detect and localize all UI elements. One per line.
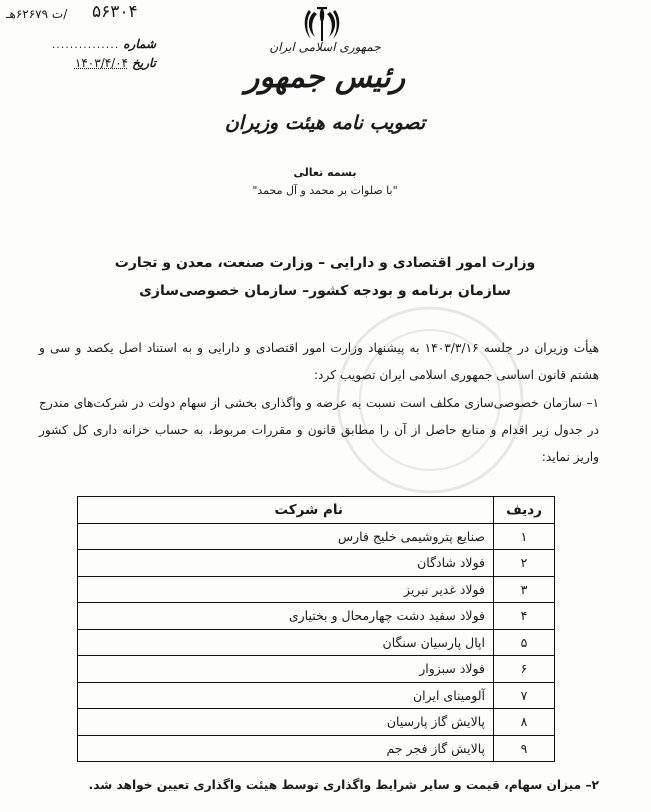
salawat: "با صلوات بر محمد و آل محمد"	[252, 184, 398, 197]
bismillah: بسمه تعالی	[293, 166, 357, 179]
row-company-name: صنایع پتروشیمی خلیج فارس	[78, 523, 494, 550]
table-row	[78, 656, 555, 683]
header-index: ردیف	[494, 497, 555, 524]
number-dots: ...............	[51, 38, 120, 51]
date-value: ۱۴۰۳/۴/۰۴	[74, 56, 129, 70]
row-index: ۲	[494, 550, 555, 577]
table-row	[78, 523, 555, 550]
table-row	[78, 709, 555, 736]
table-row	[78, 629, 555, 656]
row-index: ۹	[494, 735, 555, 762]
row-index: ۳	[494, 576, 555, 603]
table-row	[78, 576, 555, 603]
row-company-name: فولاد سفید دشت چهارمحال و بختیاری	[78, 603, 494, 630]
row-index: ۱	[494, 523, 555, 550]
table-row	[78, 550, 555, 577]
header-title: رئیس جمهور	[244, 60, 406, 95]
row-index: ۸	[494, 709, 555, 736]
row-company-name: آلومینای ایران	[78, 682, 494, 709]
iran-emblem-icon	[302, 4, 342, 44]
row-company-name: پالایش گاز فجر جم	[78, 735, 494, 762]
row-company-name: اپال پارسیان سنگان	[78, 629, 494, 656]
file-code: /ت ۶۲۶۷۹هـ	[6, 7, 68, 21]
row-index: ۷	[494, 682, 555, 709]
table-header-row	[78, 497, 555, 524]
row-company-name: فولاد شادگان	[78, 550, 494, 577]
reference-block	[6, 4, 156, 75]
body-paragraph-2: ۱– سازمان خصوصی‌سازی مکلف است نسبت به عرضه و واگذاری بخشی از سهام دولت در شرکت‌های مندرج در جدول زیر اقدام و منابع حاصل از آن را مطابق قانون و مقررات مربوط، به حساب خزانه داری کل کشور واریز نماید:	[39, 396, 599, 464]
row-company-name: پالایش گاز پارسیان	[78, 709, 494, 736]
body-paragraph-1: هیأت وزیران در جلسه ۱۴۰۳/۳/۱۶ به پیشنهاد وزارت امور اقتصادی و دارایی و به استناد اصل یکصد و سی و هشتم قانون اساسی جمهوری اسلامی ایران تصویب کرد:	[39, 341, 599, 382]
row-company-name: فولاد سبزوار	[78, 656, 494, 683]
row-index: ۶	[494, 656, 555, 683]
row-index: ۴	[494, 603, 555, 630]
header-name: نام شرکت	[78, 497, 494, 524]
header-country: جمهوری اسلامی ایران	[269, 40, 381, 54]
body-paragraph-3: ۲– میزان سهام، قیمت و سایر شرایط واگذاری توسط هیئت واگذاری تعیین خواهد شد.	[88, 778, 599, 792]
number-label: شماره	[123, 37, 156, 51]
companies-table	[77, 496, 555, 762]
document-number: ۵۶۳۰۴	[92, 2, 138, 22]
table-row	[78, 682, 555, 709]
row-company-name: فولاد غدیر نیریز	[78, 576, 494, 603]
addressee-line-1: وزارت امور اقتصادی و دارایی – وزارت صنعت، معدن و تجارت	[114, 255, 536, 271]
header-subtitle: تصویب نامه هیئت وزیران	[224, 112, 426, 134]
addressee-line-2: سازمان برنامه و بودجه کشور– سازمان خصوصی‌سازی	[139, 283, 511, 299]
table-row	[78, 735, 555, 762]
date-label: تاریخ	[132, 56, 156, 70]
table-row	[78, 603, 555, 630]
row-index: ۵	[494, 629, 555, 656]
